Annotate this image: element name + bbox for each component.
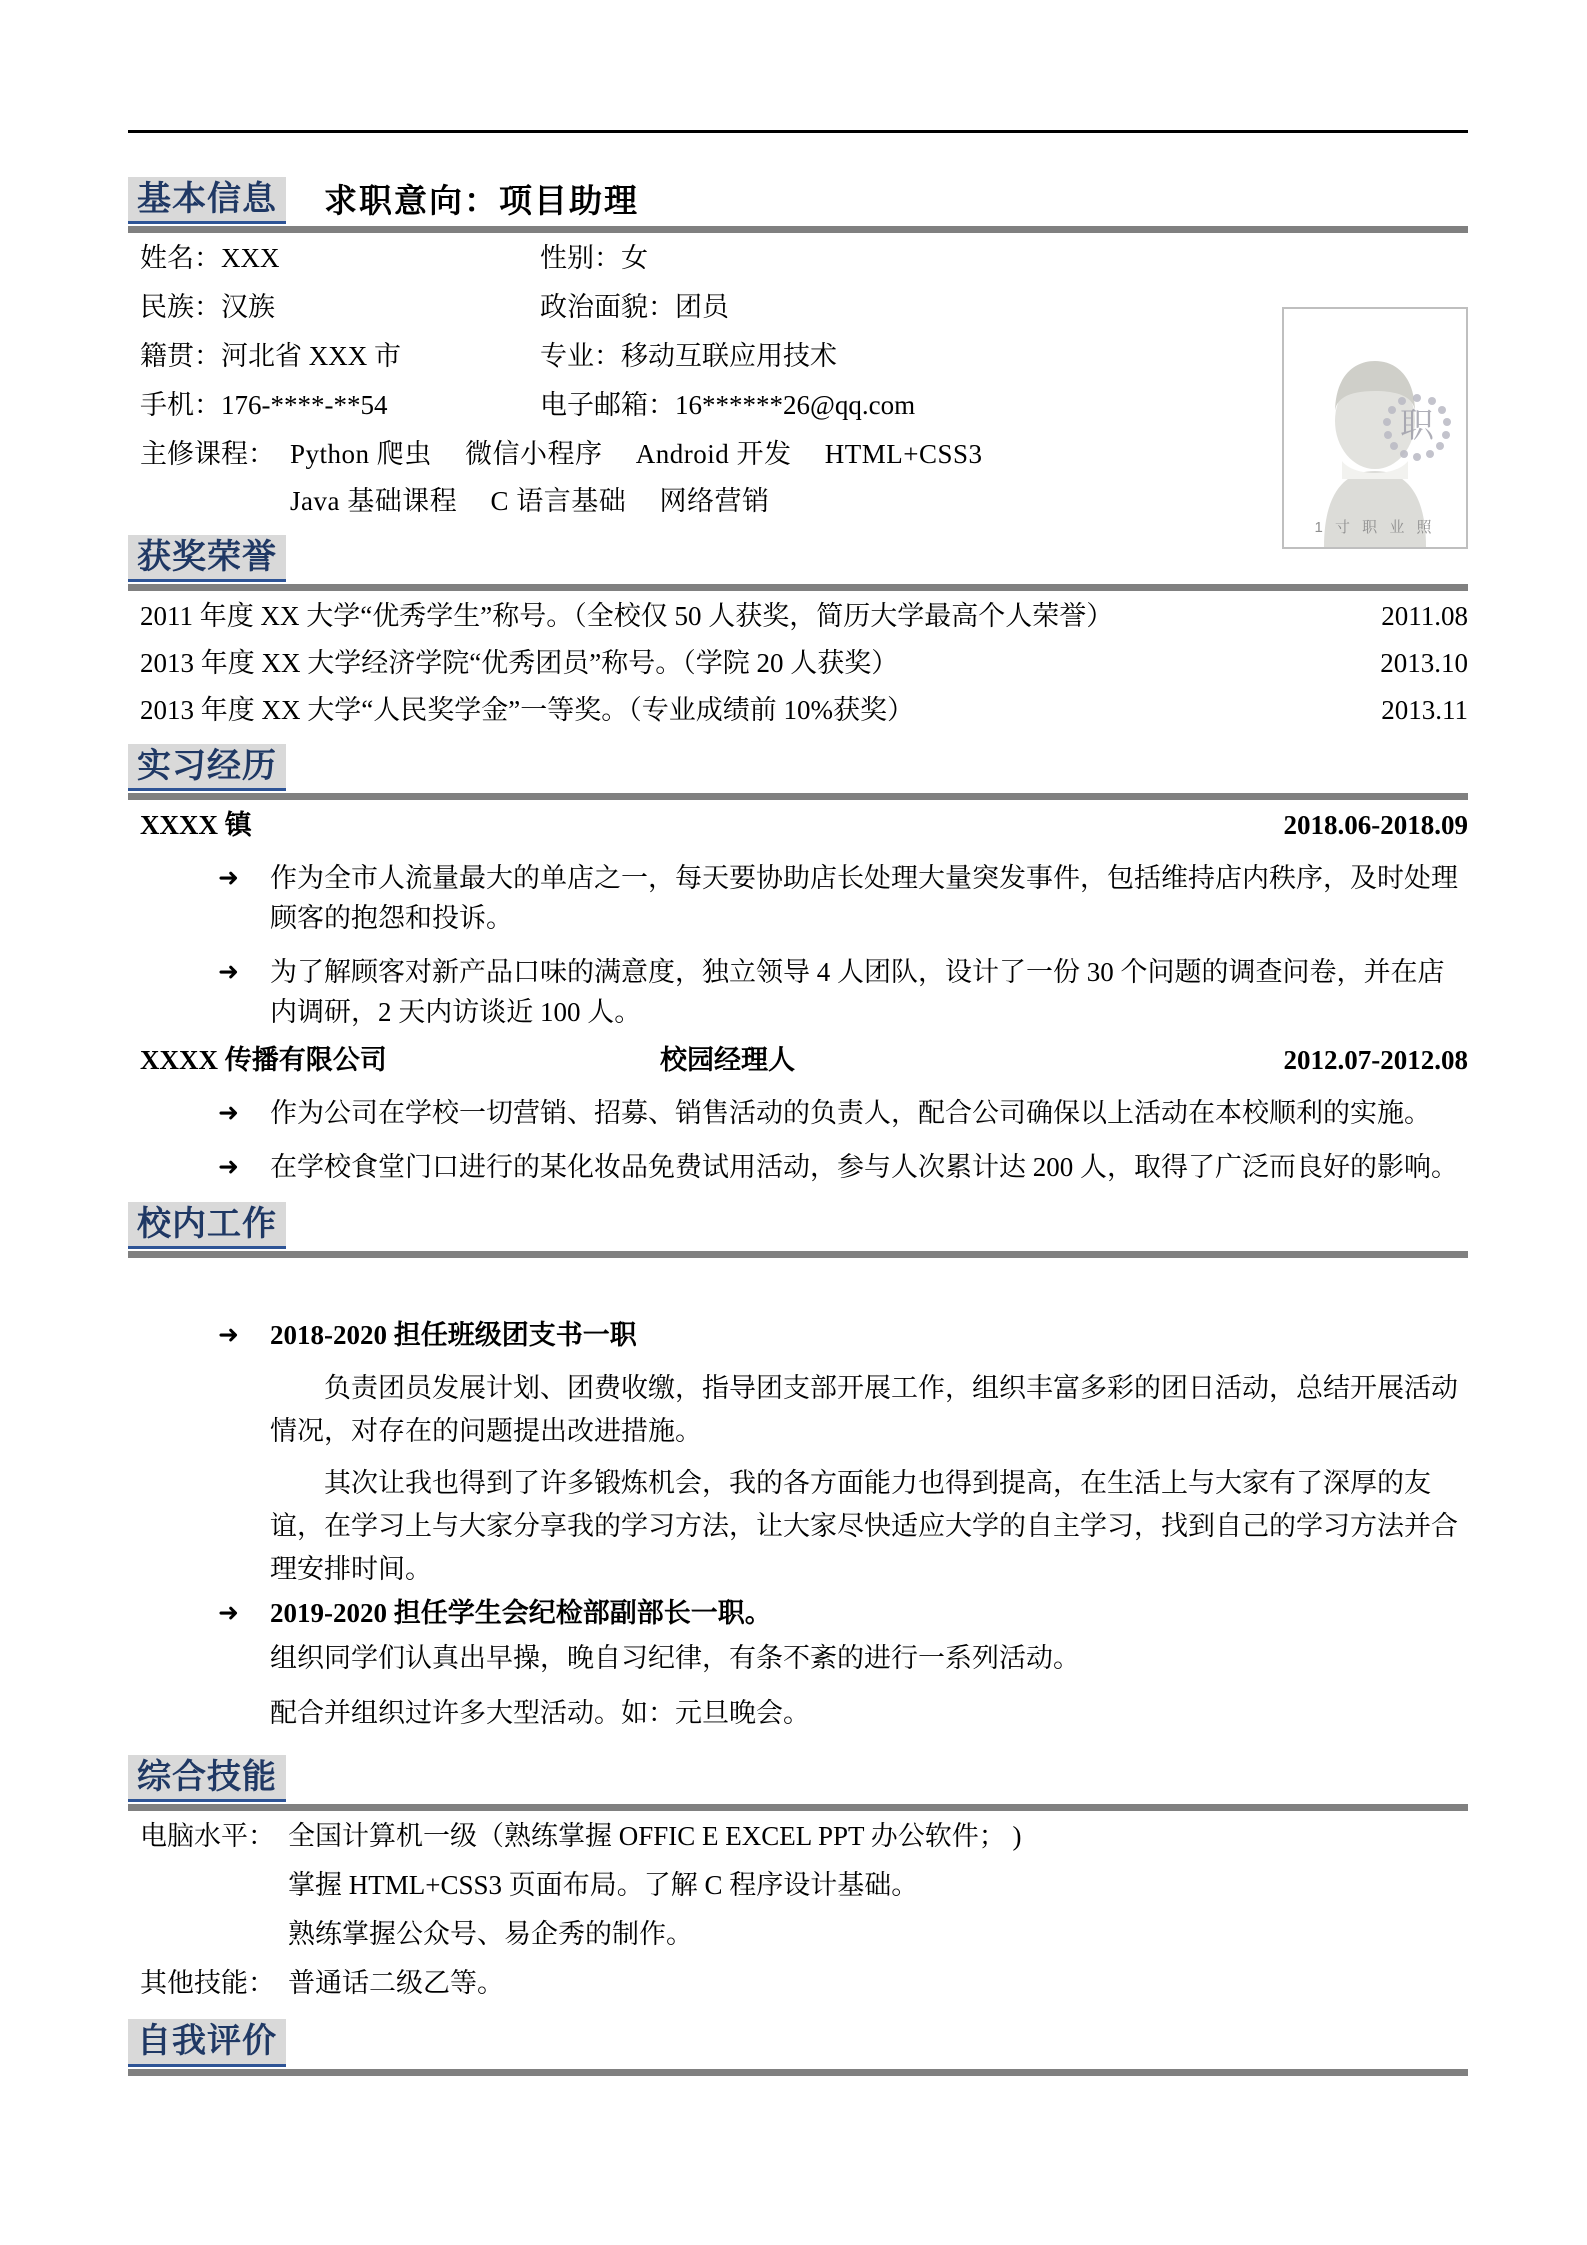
internship-date-range: 2018.06-2018.09 [1283, 810, 1468, 841]
page-top-rule [128, 130, 1468, 133]
internship-bullet [128, 859, 1468, 939]
photo-caption: 1 寸 职 业 照 [1314, 519, 1436, 536]
skill-row-computer [128, 1823, 1468, 1850]
award-item [128, 697, 1468, 724]
internship-bullet-text: 在学校食堂门口进行的某化妆品免费试用活动，参与人次累计达 200 人，取得了广泛而良好的影响。 [270, 1151, 1458, 1182]
internship-bullet-text: 作为全市人流量最大的单店之一，每天要协助店长处理大量突发事件，包括维持店内秩序，及时处理顾客的抱怨和投诉。 [270, 863, 1458, 934]
section-header-skills [128, 1755, 1468, 1802]
campus-spacer [128, 1270, 1468, 1322]
arrow-bullet-icon: ➜ [218, 863, 239, 893]
section-header-internship [128, 744, 1468, 791]
info-field-ethnicity: 民族：汉族 [140, 292, 275, 322]
section-header-campus-work [128, 1202, 1468, 1249]
section-rule-internship [128, 793, 1468, 800]
course-item: C 语言基础 [490, 486, 627, 516]
skill-continuation-line: 熟练掌握公众号、易企秀的制作。 [288, 1919, 693, 1950]
campus-entry-heading [128, 1322, 1468, 1349]
internship-bullet-text: 作为公司在学校一切营销、招募、销售活动的负责人，配合公司确保以上活动在本校顺利的实施。 [270, 1098, 1431, 1129]
arrow-bullet-icon: ➜ [218, 1151, 239, 1181]
campus-paragraph: 负责团员发展计划、团费收缴，指导团支部开展工作，组织丰富多彩的团日活动，总结开展活动情况，对存在的问题提出改进措施。 [270, 1373, 1458, 1446]
award-item [128, 603, 1468, 630]
info-field-email: 电子邮箱：16******26@qq.com [540, 390, 916, 420]
section-rule-self-evaluation [128, 2069, 1468, 2076]
campus-plain-line: 配合并组织过许多大型活动。如：元旦晚会。 [270, 1698, 810, 1729]
internship-bullet [128, 1094, 1468, 1134]
internship-bullet-text: 为了解顾客对新产品口味的满意度，独立领导 4 人团队，设计了一份 30 个问题的调查问卷，并在店内调研，2 天内访谈近 100 人。 [270, 957, 1445, 1028]
portrait-silhouette-icon [1284, 309, 1466, 547]
internship-bullet [128, 1148, 1468, 1188]
job-objective: 求职意向：项目助理 [324, 184, 639, 220]
skill-label: 其他技能： [140, 1968, 275, 1999]
courses-label: 主修课程： [140, 439, 275, 469]
course-item: Python 爬虫 [290, 439, 432, 469]
courses-row-secondary [140, 488, 1468, 515]
courses-row-primary [140, 441, 1468, 468]
courses-label-spacer [140, 488, 290, 515]
course-item: HTML+CSS3 [824, 439, 983, 469]
course-item: Android 开发 [635, 439, 792, 469]
info-row [140, 343, 1468, 370]
course-item: Java 基础课程 [290, 486, 458, 516]
internship-bullet [128, 953, 1468, 1033]
info-field-hometown: 籍贯：河北省 XXX 市 [140, 341, 401, 371]
info-field-gender: 性别：女 [540, 243, 648, 273]
award-date: 2013.10 [1380, 648, 1468, 679]
info-field-political-status: 政治面貌：团员 [540, 292, 729, 322]
skill-label: 电脑水平： [140, 1821, 275, 1852]
skill-value: 全国计算机一级（熟练掌握 OFFIC E EXCEL PPT 办公软件； ) [288, 1821, 1022, 1852]
campus-entry-title: 2019-2020 担任学生会纪检部副部长一职。 [270, 1598, 772, 1629]
section-title-awards: 获奖荣誉 [128, 535, 286, 582]
section-rule-basic-info [128, 226, 1468, 233]
campus-plain-line: 组织同学们认真出早操，晚自习纪律，有条不紊的进行一系列活动。 [270, 1643, 1080, 1674]
internship-organization: XXXX 镇 [140, 810, 252, 841]
campus-paragraph: 其次让我也得到了许多锻炼机会，我的各方面能力也得到提高，在生活上与大家有了深厚的友谊，在学习上与大家分享我的学习方法，让大家尽快适应大学的自主学习，找到自己的学习方法并合理安排时间。 [270, 1468, 1458, 1584]
section-rule-campus-work [128, 1251, 1468, 1258]
internship-role [660, 812, 1284, 839]
section-title-internship: 实习经历 [128, 744, 286, 791]
award-description: 2013 年度 XX 大学经济学院“优秀团员”称号。（学院 20 人获奖） [140, 648, 899, 679]
internship-date-range: 2012.07-2012.08 [1283, 1045, 1468, 1076]
award-date: 2013.11 [1381, 695, 1468, 726]
skill-value: 普通话二级乙等。 [288, 1968, 504, 1999]
arrow-bullet-icon: ➜ [218, 1320, 239, 1350]
campus-entry-title: 2018-2020 担任班级团支书一职 [270, 1320, 637, 1351]
skill-continuation-line: 掌握 HTML+CSS3 页面布局。了解 C 程序设计基础。 [288, 1870, 919, 1901]
section-title-skills: 综合技能 [128, 1755, 286, 1802]
section-title-self-evaluation: 自我评价 [128, 2019, 286, 2066]
info-field-name: 姓名：XXX [140, 243, 280, 273]
course-item: 网络营销 [659, 486, 770, 516]
section-title-basic-info: 基本信息 [128, 177, 286, 224]
skill-row-other [128, 1970, 1468, 1997]
section-header-self-evaluation [128, 2019, 1468, 2066]
internship-entry-header [128, 1047, 1468, 1074]
photo-placeholder [1282, 307, 1468, 549]
basic-info-block [128, 243, 1468, 536]
campus-entry-heading [128, 1600, 1468, 1627]
section-rule-awards [128, 584, 1468, 591]
section-header-basic-info [128, 175, 1468, 224]
info-row [140, 392, 1468, 419]
info-field-phone: 手机：176-****-**54 [140, 390, 388, 420]
section-header-awards [128, 535, 1468, 582]
internship-role: 校园经理人 [660, 1045, 795, 1076]
info-row [140, 245, 1468, 272]
internship-entry-header [128, 812, 1468, 839]
award-description: 2011 年度 XX 大学“优秀学生”称号。（全校仅 50 人获奖，简历大学最高个人荣誉） [140, 601, 1114, 632]
internship-organization: XXXX 传播有限公司 [140, 1045, 387, 1076]
svg-text:职: 职 [1400, 408, 1434, 445]
award-item [128, 650, 1468, 677]
photo-inner [1284, 309, 1466, 547]
arrow-bullet-icon: ➜ [218, 957, 239, 987]
info-row [140, 294, 1468, 321]
section-rule-skills [128, 1804, 1468, 1811]
section-title-campus-work: 校内工作 [128, 1202, 286, 1249]
arrow-bullet-icon: ➜ [218, 1598, 239, 1628]
award-date: 2011.08 [1381, 601, 1468, 632]
course-item: 微信小程序 [465, 439, 603, 469]
arrow-bullet-icon: ➜ [218, 1098, 239, 1128]
award-description: 2013 年度 XX 大学“人民奖学金”一等奖。（专业成绩前 10%获奖） [140, 695, 914, 726]
info-field-major: 专业：移动互联应用技术 [540, 341, 837, 371]
resume-sheet [128, 130, 1468, 2088]
